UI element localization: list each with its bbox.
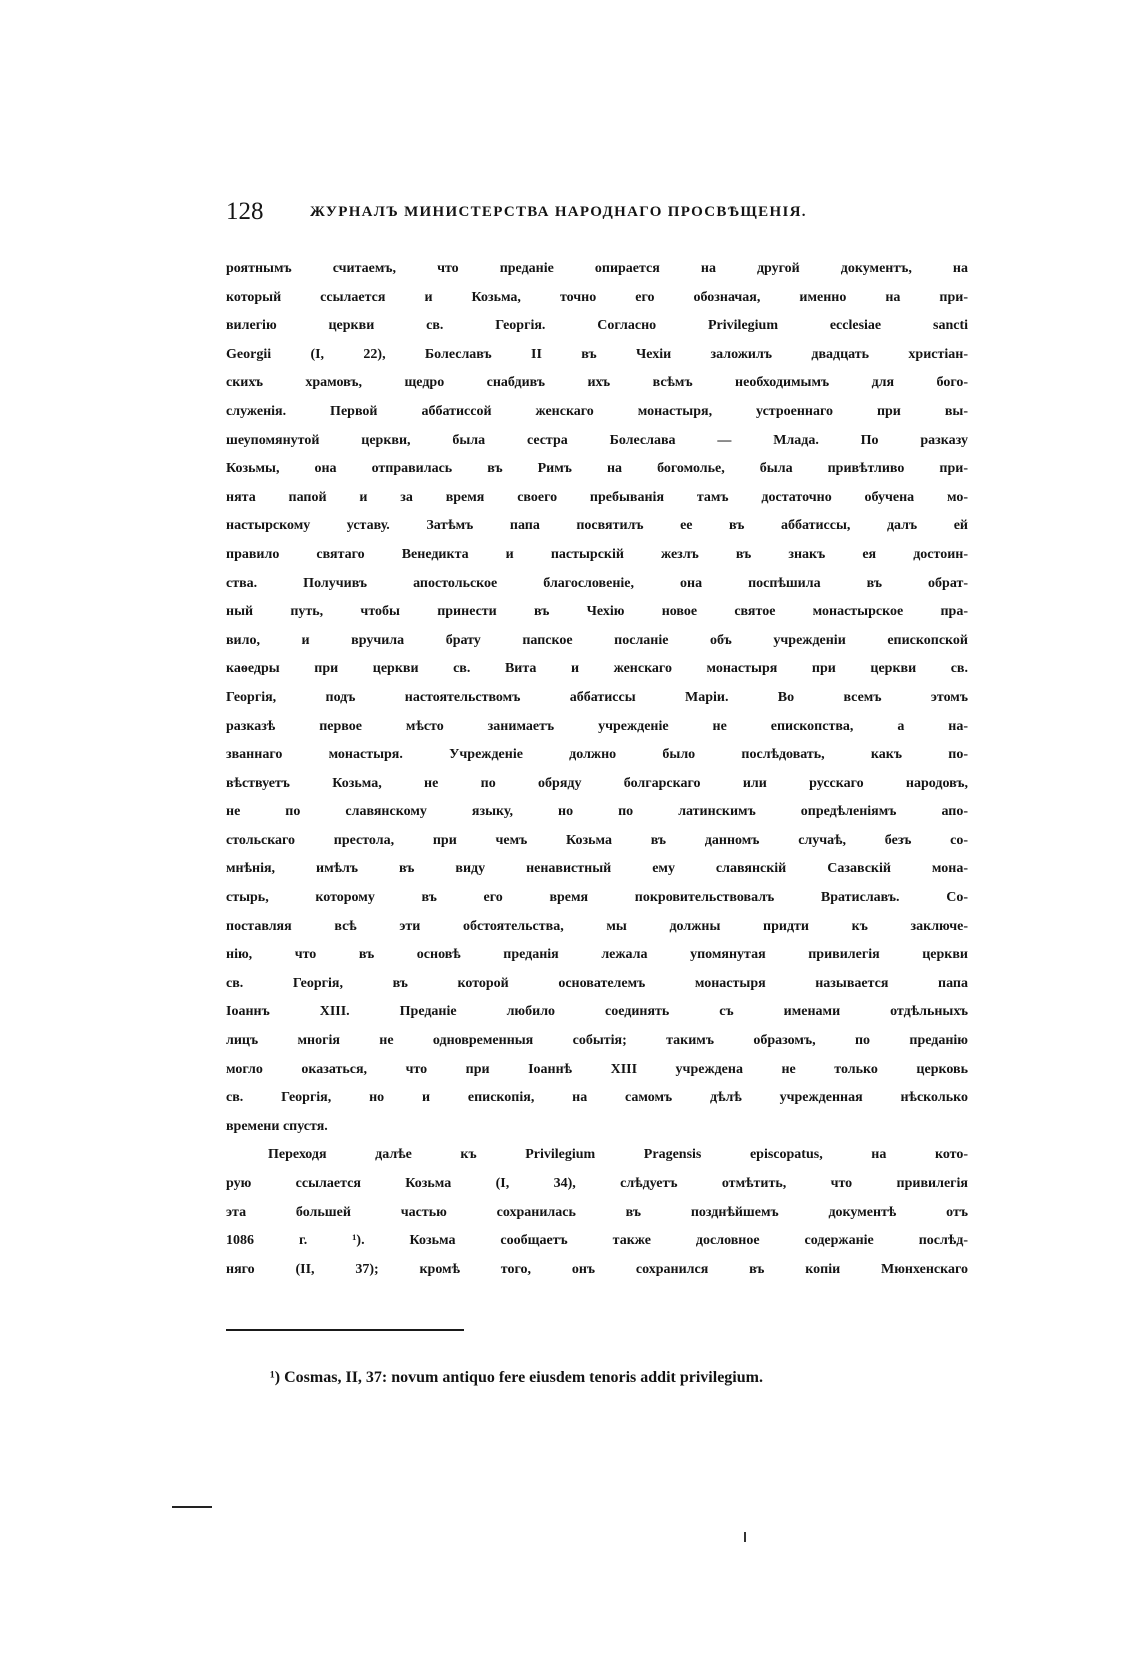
text-line: шеупомянутой церкви, была сестра Болеслава — Млада. По разказу bbox=[226, 432, 968, 448]
text-line: роятнымъ считаемъ, что преданіе опирается на другой документъ, на bbox=[226, 261, 968, 276]
text-line: не по славянскому языку, но по латинскимъ опредѣленіямъ апо- bbox=[226, 804, 968, 820]
text-line: няго (II, 37); кромѣ того, онъ сохранился въ копіи Мюнхенскаго bbox=[226, 1261, 968, 1277]
text-line: св. Георгія, но и епископія, на самомъ дѣлѣ учрежденная нѣсколько bbox=[226, 1090, 968, 1106]
text-line: лицъ многія не одновременныя событія; такимъ образомъ, по преданію bbox=[226, 1033, 968, 1049]
text-line: который ссылается и Козьма, точно его обозначая, именно на при- bbox=[226, 289, 968, 305]
running-title: ЖУРНАЛЪ МИНИСТЕРСТВА НАРОДНАГО ПРОСВѢЩЕНІЯ. bbox=[310, 204, 807, 220]
scan-mark bbox=[744, 1532, 746, 1542]
text-line: Georgii (I, 22), Болеславъ II въ Чехіи заложилъ двадцать христіан- bbox=[226, 346, 968, 362]
footnote: ¹) Cosmas, II, 37: novum antiquo fere eiusdem tenoris addit privilegium. bbox=[270, 1369, 763, 1386]
text-line: скихъ храмовъ, щедро снабдивъ ихъ всѣмъ необходимымъ для бого- bbox=[226, 375, 968, 391]
text-line: св. Георгія, въ которой основателемъ монастыря называется папа bbox=[226, 975, 968, 991]
footnote-rule bbox=[226, 1329, 464, 1331]
text-line: эта большей частью сохранилась въ позднѣйшемъ документѣ отъ bbox=[226, 1204, 968, 1220]
text-line: разказѣ первое мѣсто занимаетъ учрежденіе не епископства, а на- bbox=[226, 718, 968, 734]
page-number: 128 bbox=[226, 198, 264, 225]
text-line: Іоаннъ XIII. Преданіе любило соединять съ именами отдѣльныхъ bbox=[226, 1004, 968, 1020]
text-line: поставляя всѣ эти обстоятельства, мы должны придти къ заключе- bbox=[226, 918, 968, 934]
text-line: званнаго монастыря. Учрежденіе должно было послѣдовать, какъ по- bbox=[226, 747, 968, 763]
text-line: рую ссылается Козьма (I, 34), слѣдуетъ отмѣтить, что привилегія bbox=[226, 1176, 968, 1191]
text-line: ный путь, чтобы принести въ Чехію новое святое монастырское пра- bbox=[226, 604, 968, 620]
text-line: вило, и вручила брату папское посланіе объ учрежденіи епископской bbox=[226, 632, 968, 648]
text-line: правило святаго Венедикта и пастырскій жезлъ въ знакъ ея достоин- bbox=[226, 546, 968, 562]
text-line: Георгія, подъ настоятельствомъ аббатиссы Маріи. Во всемъ этомъ bbox=[226, 689, 968, 705]
text-line: вѣствуетъ Козьма, не по обряду болгарскаго или русскаго народовъ, bbox=[226, 775, 968, 791]
text-line: служенія. Первой аббатиссой женскаго монастыря, устроеннаго при вы- bbox=[226, 403, 968, 419]
text-line: Козьмы, она отправилась въ Римъ на богомолье, была привѣтливо при- bbox=[226, 461, 968, 477]
body-text bbox=[226, 255, 968, 1284]
text-line: мнѣнія, имѣлъ въ виду ненавистный ему славянскій Сазавскій мона- bbox=[226, 861, 968, 877]
scan-mark bbox=[172, 1506, 212, 1508]
text-line-paragraph-start: Переходя далѣе къ Privilegium Pragensis episcopatus, на кото- bbox=[268, 1147, 968, 1163]
text-line: ства. Получивъ апостольское благословеніе, она поспѣшила въ обрат- bbox=[226, 575, 968, 591]
text-line: каѳедры при церкви св. Вита и женскаго монастыря при церкви св. bbox=[226, 661, 968, 677]
text-line: стырь, которому въ его время покровительствовалъ Вратиславъ. Со- bbox=[226, 890, 968, 906]
text-line: могло оказаться, что при Іоаннѣ XIII учреждена не только церковь bbox=[226, 1061, 968, 1077]
text-line: нію, что въ основѣ преданія лежала упомянутая привилегія церкви bbox=[226, 947, 968, 963]
text-line: вилегію церкви св. Георгія. Согласно Privilegium ecclesiae sancti bbox=[226, 318, 968, 334]
text-line: 1086 г. ¹). Козьма сообщаетъ также дословное содержаніе послѣд- bbox=[226, 1233, 968, 1249]
text-line: стольскаго престола, при чемъ Козьма въ данномъ случаѣ, безъ со- bbox=[226, 832, 968, 848]
text-line: настырскому уставу. Затѣмъ папа посвятилъ ее въ аббатиссы, далъ ей bbox=[226, 518, 968, 534]
page-header bbox=[226, 198, 968, 232]
text-line: нята папой и за время своего пребыванія тамъ достаточно обучена мо- bbox=[226, 489, 968, 505]
text-line-paragraph-end: времени спустя. bbox=[226, 1118, 328, 1134]
